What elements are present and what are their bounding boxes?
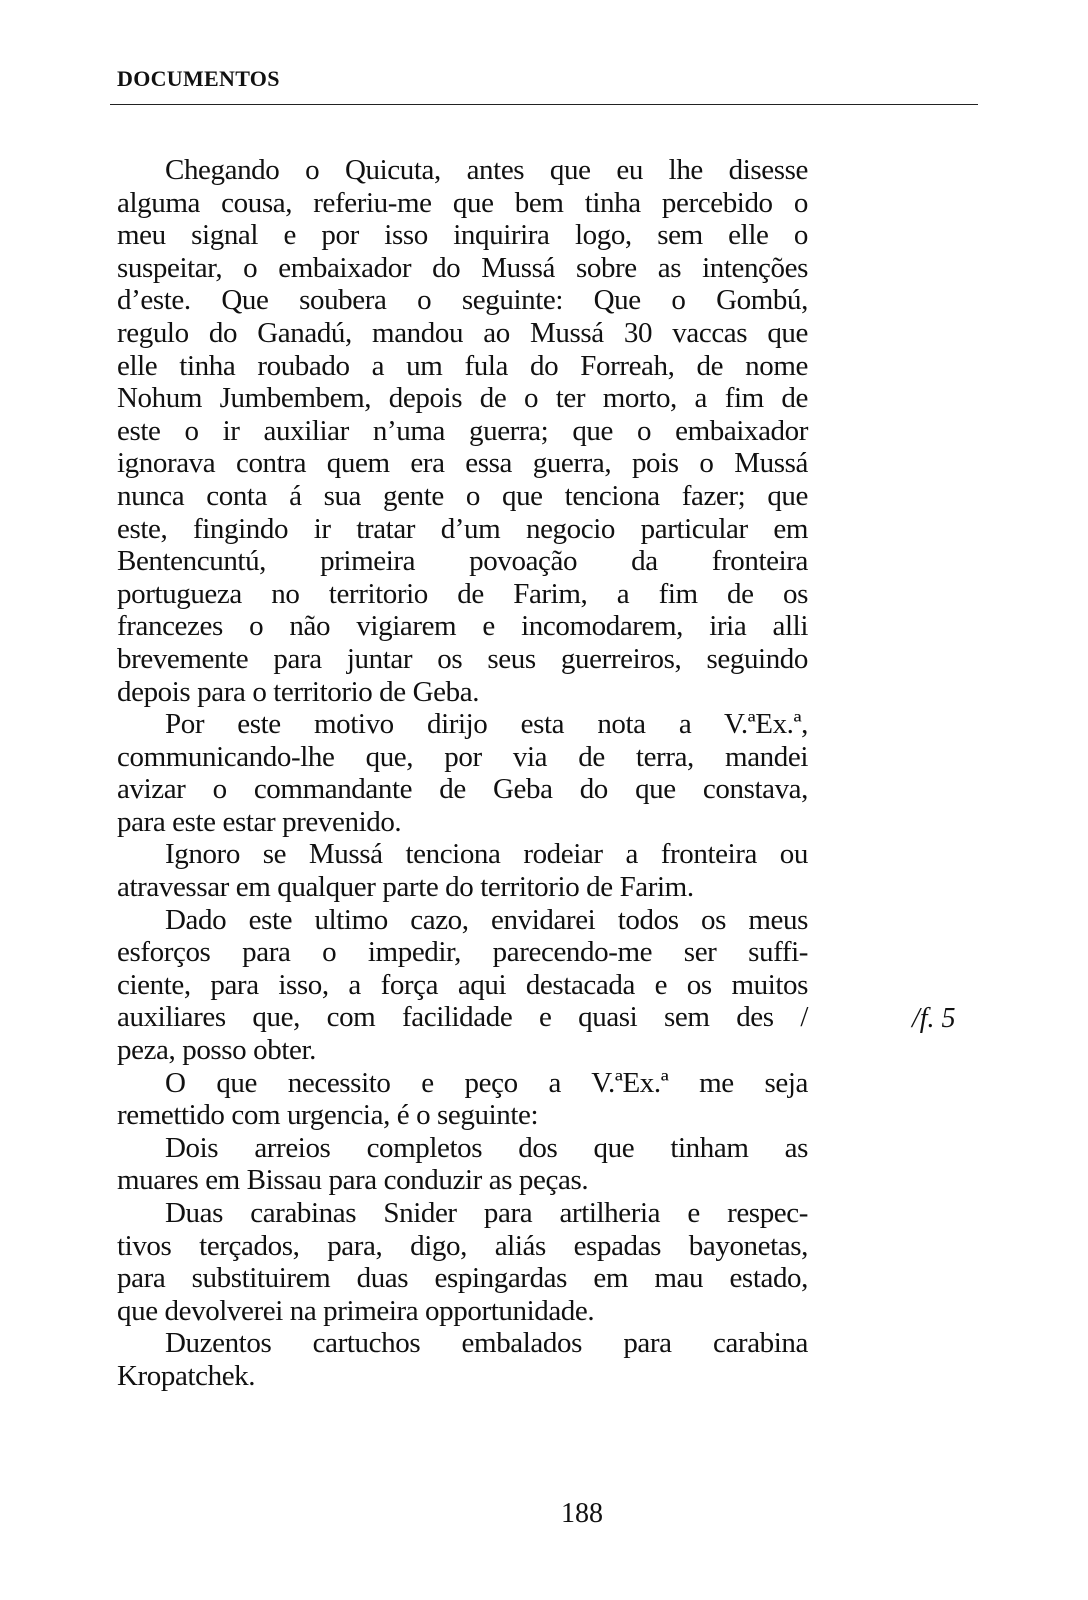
text-line: Nohum Jumbembem, depois de o ter morto, a fim de: [117, 382, 808, 415]
text-line: Dois arreios completos dos que tinham as: [165, 1131, 808, 1164]
text-line: este, fingindo ir tratar d’um negocio particular em: [117, 512, 808, 545]
text-line: Bentencuntú, primeira povoação da fronteira: [117, 545, 808, 578]
text-line: auxiliares que, com facilidade e quasi sem des /: [117, 1001, 808, 1034]
header-rule: [110, 104, 978, 105]
text-line: Chegando o Quicuta, antes que eu lhe disesse: [165, 154, 808, 186]
text-line: brevemente para juntar os seus guerreiros, seguindo: [117, 642, 808, 675]
text-line: nunca conta á sua gente o que tenciona fazer; que: [117, 479, 808, 512]
folio-margin-note: /f. 5: [912, 1003, 956, 1034]
text-line: alguma cousa, referiu-me que bem tinha percebido o: [117, 186, 808, 219]
text-line: atravessar em qualquer parte do territorio de Farim.: [117, 871, 694, 904]
running-header: DOCUMENTOS: [117, 66, 280, 91]
text-line: tivos terçados, para, digo, aliás espadas bayonetas,: [117, 1229, 808, 1262]
text-line: Dado este ultimo cazo, envidarei todos os meus: [165, 903, 808, 936]
text-line: Por este motivo dirijo esta nota a V.ªEx.ª,: [165, 708, 808, 741]
text-line: meu signal e por isso inquirira logo, sem elle o: [117, 219, 808, 252]
text-line: communicando-lhe que, por via de terra, mandei: [117, 740, 808, 773]
text-line: ignorava contra quem era essa guerra, pois o Mussá: [117, 447, 808, 480]
text-line: esforços para o impedir, parecendo-me ser suffi-: [117, 936, 808, 969]
text-line: este o ir auxiliar n’uma guerra; que o embaixador: [117, 414, 808, 447]
text-line: Duzentos cartuchos embalados para carabina: [165, 1327, 808, 1360]
document-body: [117, 154, 808, 1393]
page-number: 188: [561, 1498, 603, 1529]
text-line: regulo do Ganadú, mandou ao Mussá 30 vaccas que: [117, 316, 808, 349]
text-line: elle tinha roubado a um fula do Forreah, de nome: [117, 349, 808, 382]
text-line: O que necessito e peço a V.ªEx.ª me seja: [165, 1066, 808, 1099]
text-line: muares em Bissau para conduzir as peças.: [117, 1164, 589, 1197]
text-line: suspeitar, o embaixador do Mussá sobre as intenções: [117, 251, 808, 284]
text-line: remettido com urgencia, é o seguinte:: [117, 1099, 539, 1132]
text-line: que devolverei na primeira opportunidade.: [117, 1294, 595, 1327]
text-line: d’este. Que soubera o seguinte: Que o Gombú,: [117, 284, 808, 317]
text-line: peza, posso obter.: [117, 1034, 316, 1067]
text-line: francezes o não vigiarem e incomodarem, iria alli: [117, 610, 808, 643]
text-line: Kropatchek.: [117, 1359, 256, 1392]
text-line: depois para o territorio de Geba.: [117, 675, 480, 708]
text-line: Ignoro se Mussá tenciona rodeiar a fronteira ou: [165, 838, 808, 871]
text-line: para este estar prevenido.: [117, 805, 402, 838]
text-line: Duas carabinas Snider para artilheria e respec-: [165, 1197, 808, 1229]
text-line: avizar o commandante de Geba do que constava,: [117, 773, 808, 806]
text-line: portugueza no territorio de Farim, a fim de os: [117, 577, 808, 610]
text-line: para substituirem duas espingardas em mau estado,: [117, 1262, 808, 1295]
text-line: ciente, para isso, a força aqui destacada e os muitos: [117, 968, 808, 1001]
